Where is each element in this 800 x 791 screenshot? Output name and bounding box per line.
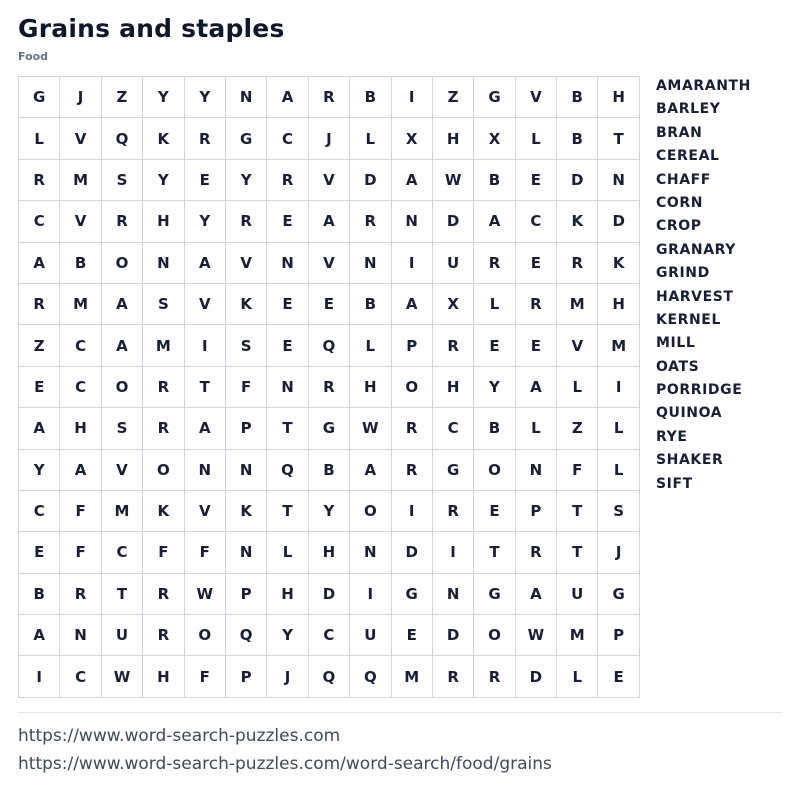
grid-cell[interactable]: S [143, 284, 184, 325]
grid-cell[interactable]: W [433, 160, 474, 201]
grid-cell[interactable]: H [143, 201, 184, 242]
grid-cell[interactable]: O [474, 450, 515, 491]
grid-cell[interactable]: R [143, 408, 184, 449]
word-list-item: CROP [656, 218, 702, 235]
grid-cell[interactable]: L [598, 408, 639, 449]
grid-cell[interactable]: O [350, 491, 391, 532]
word-list-item: CHAFF [656, 171, 711, 188]
grid-cell[interactable]: L [516, 118, 557, 159]
grid-cell[interactable]: R [516, 532, 557, 573]
grid-cell[interactable]: R [350, 201, 391, 242]
grid-cell[interactable]: I [350, 574, 391, 615]
grid-cell[interactable]: M [557, 615, 598, 656]
grid-cell[interactable]: E [19, 367, 60, 408]
grid-cell[interactable]: E [516, 160, 557, 201]
grid-cell[interactable]: E [516, 243, 557, 284]
grid-cell[interactable]: D [433, 201, 474, 242]
grid-cell[interactable]: T [557, 532, 598, 573]
grid-cell[interactable]: U [557, 574, 598, 615]
grid-cell[interactable]: R [19, 284, 60, 325]
grid-cell[interactable]: E [516, 325, 557, 366]
grid-cell[interactable]: E [267, 325, 308, 366]
grid-cell[interactable]: E [19, 532, 60, 573]
grid-cell[interactable]: D [392, 532, 433, 573]
grid-cell[interactable]: A [350, 450, 391, 491]
grid-cell[interactable]: G [598, 574, 639, 615]
grid-cell[interactable]: N [267, 367, 308, 408]
grid-cell[interactable]: R [143, 615, 184, 656]
grid-cell[interactable]: M [598, 325, 639, 366]
grid-cell[interactable]: K [226, 491, 267, 532]
grid-cell[interactable]: T [102, 574, 143, 615]
grid-cell[interactable]: R [433, 325, 474, 366]
grid-cell[interactable]: Y [185, 77, 226, 118]
grid-cell[interactable]: S [226, 325, 267, 366]
grid-cell[interactable]: V [60, 201, 101, 242]
grid-cell[interactable]: O [392, 367, 433, 408]
grid-cell[interactable]: A [19, 243, 60, 284]
grid-cell[interactable]: X [433, 284, 474, 325]
grid-cell[interactable]: D [557, 160, 598, 201]
grid-cell[interactable]: F [60, 491, 101, 532]
grid-cell[interactable]: B [557, 118, 598, 159]
grid-cell[interactable]: G [19, 77, 60, 118]
grid-cell[interactable]: R [267, 160, 308, 201]
grid-cell[interactable]: O [102, 243, 143, 284]
letter-grid[interactable] [18, 76, 640, 698]
grid-cell[interactable]: E [267, 284, 308, 325]
grid-cell[interactable]: Y [19, 450, 60, 491]
grid-cell[interactable]: R [433, 491, 474, 532]
word-list-item: CEREAL [656, 148, 720, 165]
grid-cell[interactable]: T [185, 367, 226, 408]
grid-cell[interactable]: Y [309, 491, 350, 532]
grid-cell[interactable]: L [19, 118, 60, 159]
grid-cell[interactable]: F [226, 367, 267, 408]
grid-cell[interactable]: Y [143, 160, 184, 201]
grid-cell[interactable]: E [474, 325, 515, 366]
grid-cell[interactable]: L [516, 408, 557, 449]
grid-cell[interactable]: C [60, 325, 101, 366]
grid-cell[interactable]: V [516, 77, 557, 118]
grid-cell[interactable]: R [185, 118, 226, 159]
word-list-item: HARVEST [656, 288, 734, 305]
grid-cell[interactable]: C [267, 118, 308, 159]
word-list-item: QUINOA [656, 405, 723, 422]
grid-cell[interactable]: K [143, 491, 184, 532]
grid-cell[interactable]: X [392, 118, 433, 159]
grid-cell[interactable]: I [392, 491, 433, 532]
grid-cell[interactable]: U [433, 243, 474, 284]
grid-cell[interactable]: T [267, 491, 308, 532]
grid-cell[interactable]: B [474, 408, 515, 449]
grid-cell[interactable]: P [226, 574, 267, 615]
word-list-item: RYE [656, 428, 688, 445]
grid-cell[interactable]: N [60, 615, 101, 656]
grid-cell[interactable]: C [516, 201, 557, 242]
grid-cell[interactable]: B [60, 243, 101, 284]
grid-cell[interactable]: Z [557, 408, 598, 449]
word-list-item: GRANARY [656, 241, 737, 258]
grid-cell[interactable]: P [598, 615, 639, 656]
grid-cell[interactable]: G [474, 77, 515, 118]
grid-cell[interactable]: I [392, 243, 433, 284]
grid-cell[interactable]: O [143, 450, 184, 491]
grid-cell[interactable]: B [350, 284, 391, 325]
grid-cell[interactable]: P [392, 325, 433, 366]
grid-cell[interactable]: V [309, 243, 350, 284]
grid-cell[interactable]: F [557, 450, 598, 491]
grid-cell[interactable]: N [350, 243, 391, 284]
grid-cell[interactable]: T [267, 408, 308, 449]
grid-cell[interactable]: U [102, 615, 143, 656]
footer-divider [18, 712, 782, 713]
grid-cell[interactable]: R [60, 574, 101, 615]
grid-cell[interactable]: V [60, 118, 101, 159]
grid-cell[interactable]: U [350, 615, 391, 656]
grid-cell[interactable]: A [19, 408, 60, 449]
grid-cell[interactable]: H [60, 408, 101, 449]
grid-cell[interactable]: W [516, 615, 557, 656]
grid-cell[interactable]: D [433, 615, 474, 656]
grid-cell[interactable]: R [19, 160, 60, 201]
grid-cell[interactable]: V [557, 325, 598, 366]
grid-cell[interactable]: C [60, 367, 101, 408]
grid-cell[interactable]: L [267, 532, 308, 573]
grid-cell[interactable]: A [516, 574, 557, 615]
grid-cell[interactable]: H [309, 532, 350, 573]
grid-cell[interactable]: M [557, 284, 598, 325]
grid-cell[interactable]: N [598, 160, 639, 201]
grid-cell[interactable]: G [433, 450, 474, 491]
grid-cell[interactable]: S [598, 491, 639, 532]
grid-cell[interactable]: L [557, 367, 598, 408]
grid-cell[interactable]: S [102, 160, 143, 201]
grid-cell[interactable]: F [143, 532, 184, 573]
grid-cell[interactable]: J [309, 118, 350, 159]
grid-cell[interactable]: R [309, 367, 350, 408]
grid-cell[interactable]: I [185, 325, 226, 366]
grid-cell[interactable]: H [350, 367, 391, 408]
grid-cell[interactable]: J [267, 656, 308, 697]
page-link[interactable]: https://www.word-search-puzzles.com/word-search/food/grains [18, 754, 552, 774]
grid-cell[interactable]: H [598, 77, 639, 118]
grid-cell[interactable]: I [19, 656, 60, 697]
word-list-item: CORN [656, 194, 704, 211]
grid-cell[interactable]: W [350, 408, 391, 449]
grid-cell[interactable]: C [19, 491, 60, 532]
grid-cell[interactable]: R [557, 243, 598, 284]
grid-cell[interactable]: B [557, 77, 598, 118]
grid-cell[interactable]: V [309, 160, 350, 201]
grid-cell[interactable]: A [392, 284, 433, 325]
grid-cell[interactable]: A [392, 160, 433, 201]
grid-cell[interactable]: O [185, 615, 226, 656]
word-list-item: BARLEY [656, 101, 721, 118]
grid-cell[interactable]: G [392, 574, 433, 615]
grid-cell[interactable]: C [19, 201, 60, 242]
grid-cell[interactable]: E [185, 160, 226, 201]
grid-cell[interactable]: A [102, 325, 143, 366]
word-list-item: AMARANTH [656, 78, 752, 94]
grid-cell[interactable]: A [474, 201, 515, 242]
grid-cell[interactable]: C [60, 656, 101, 697]
grid-cell[interactable]: Q [309, 656, 350, 697]
grid-cell[interactable]: E [474, 491, 515, 532]
grid-cell[interactable]: D [598, 201, 639, 242]
grid-cell[interactable]: R [143, 367, 184, 408]
grid-cell[interactable]: A [267, 77, 308, 118]
grid-cell[interactable]: P [516, 491, 557, 532]
grid-cell[interactable]: E [309, 284, 350, 325]
grid-cell[interactable]: R [392, 408, 433, 449]
grid-cell[interactable]: R [392, 450, 433, 491]
grid-cell[interactable]: Y [185, 201, 226, 242]
grid-cell[interactable]: G [309, 408, 350, 449]
grid-cell[interactable]: N [392, 201, 433, 242]
grid-cell[interactable]: R [143, 574, 184, 615]
grid-cell[interactable]: K [598, 243, 639, 284]
grid-cell[interactable]: L [350, 118, 391, 159]
grid-cell[interactable]: R [516, 284, 557, 325]
grid-cell[interactable]: C [309, 615, 350, 656]
grid-cell[interactable]: Z [102, 77, 143, 118]
grid-cell[interactable]: L [474, 284, 515, 325]
grid-cell[interactable]: D [350, 160, 391, 201]
grid-cell[interactable]: S [102, 408, 143, 449]
grid-cell[interactable]: N [350, 532, 391, 573]
grid-cell[interactable]: Q [102, 118, 143, 159]
grid-cell[interactable]: F [185, 532, 226, 573]
grid-cell[interactable]: B [19, 574, 60, 615]
grid-cell[interactable]: A [309, 201, 350, 242]
grid-cell[interactable]: B [350, 77, 391, 118]
grid-cell[interactable]: P [226, 656, 267, 697]
grid-cell[interactable]: R [226, 201, 267, 242]
word-list-item: BRAN [656, 124, 703, 141]
grid-cell[interactable]: H [598, 284, 639, 325]
grid-cell[interactable]: L [350, 325, 391, 366]
grid-cell[interactable]: K [226, 284, 267, 325]
grid-cell[interactable]: B [309, 450, 350, 491]
word-list-item: KERNEL [656, 311, 721, 328]
grid-cell[interactable]: R [433, 656, 474, 697]
grid-cell[interactable]: Y [226, 160, 267, 201]
grid-cell[interactable]: L [598, 450, 639, 491]
grid-cell[interactable]: I [392, 77, 433, 118]
grid-cell[interactable]: M [60, 160, 101, 201]
puzzle-title: Grains and staples [18, 14, 285, 43]
grid-cell[interactable]: H [267, 574, 308, 615]
grid-cell[interactable]: N [433, 574, 474, 615]
grid-cell[interactable]: Q [226, 615, 267, 656]
grid-cell[interactable]: R [309, 77, 350, 118]
grid-cell[interactable]: K [143, 118, 184, 159]
grid-cell[interactable]: K [557, 201, 598, 242]
grid-cell[interactable]: E [267, 201, 308, 242]
grid-cell[interactable]: P [226, 408, 267, 449]
grid-cell[interactable]: M [60, 284, 101, 325]
grid-cell[interactable]: D [516, 656, 557, 697]
grid-cell[interactable]: H [433, 367, 474, 408]
grid-cell[interactable]: I [433, 532, 474, 573]
grid-cell[interactable]: A [60, 450, 101, 491]
grid-cell[interactable]: I [598, 367, 639, 408]
grid-cell[interactable]: H [143, 656, 184, 697]
word-list-item: SIFT [656, 475, 693, 492]
word-list-item: SHAKER [656, 452, 724, 469]
grid-cell[interactable]: A [19, 615, 60, 656]
grid-cell[interactable]: E [598, 656, 639, 697]
grid-cell[interactable]: Y [143, 77, 184, 118]
grid-cell[interactable]: Q [267, 450, 308, 491]
grid-cell[interactable]: N [185, 450, 226, 491]
grid-cell[interactable]: M [143, 325, 184, 366]
grid-cell[interactable]: Q [309, 325, 350, 366]
word-list-item: MILL [656, 335, 696, 352]
grid-cell[interactable]: G [226, 118, 267, 159]
grid-cell[interactable]: D [309, 574, 350, 615]
grid-cell[interactable]: G [474, 574, 515, 615]
grid-cell[interactable]: N [143, 243, 184, 284]
word-list-item: PORRIDGE [656, 382, 743, 399]
grid-cell[interactable]: R [474, 656, 515, 697]
grid-cell[interactable]: N [226, 532, 267, 573]
grid-cell[interactable]: Y [474, 367, 515, 408]
grid-cell[interactable]: W [102, 656, 143, 697]
word-list-item: GRIND [656, 265, 710, 282]
grid-cell[interactable]: T [598, 118, 639, 159]
category-label: Food [18, 50, 49, 63]
grid-cell[interactable]: B [474, 160, 515, 201]
grid-cell[interactable]: F [60, 532, 101, 573]
grid-cell[interactable]: W [185, 574, 226, 615]
grid-cell[interactable]: V [226, 243, 267, 284]
grid-cell[interactable]: A [516, 367, 557, 408]
grid-cell[interactable]: N [516, 450, 557, 491]
grid-cell[interactable]: V [102, 450, 143, 491]
grid-cell[interactable]: O [102, 367, 143, 408]
grid-cell[interactable]: T [474, 532, 515, 573]
grid-cell[interactable]: X [474, 118, 515, 159]
grid-cell[interactable]: M [392, 656, 433, 697]
grid-cell[interactable]: T [557, 491, 598, 532]
grid-cell[interactable]: R [102, 201, 143, 242]
site-link[interactable]: https://www.word-search-puzzles.com [18, 726, 341, 746]
grid-cell[interactable]: O [474, 615, 515, 656]
grid-cell[interactable]: H [433, 118, 474, 159]
grid-cell[interactable]: C [102, 532, 143, 573]
grid-cell[interactable]: R [474, 243, 515, 284]
grid-cell[interactable]: Y [267, 615, 308, 656]
grid-cell[interactable]: E [392, 615, 433, 656]
grid-cell[interactable]: J [598, 532, 639, 573]
grid-cell[interactable]: N [267, 243, 308, 284]
grid-cell[interactable]: N [226, 77, 267, 118]
grid-cell[interactable]: Q [350, 656, 391, 697]
grid-cell[interactable]: N [226, 450, 267, 491]
grid-cell[interactable]: L [557, 656, 598, 697]
word-list-item: OATS [656, 358, 700, 375]
grid-cell[interactable]: C [433, 408, 474, 449]
grid-cell[interactable]: A [102, 284, 143, 325]
grid-cell[interactable]: M [102, 491, 143, 532]
word-list [656, 76, 751, 497]
grid-cell[interactable]: Z [19, 325, 60, 366]
grid-cell[interactable]: Z [433, 77, 474, 118]
grid-cell[interactable]: F [185, 656, 226, 697]
grid-cell[interactable]: A [185, 243, 226, 284]
grid-cell[interactable]: J [60, 77, 101, 118]
grid-cell[interactable]: A [185, 408, 226, 449]
grid-cell[interactable]: V [185, 491, 226, 532]
grid-cell[interactable]: V [185, 284, 226, 325]
